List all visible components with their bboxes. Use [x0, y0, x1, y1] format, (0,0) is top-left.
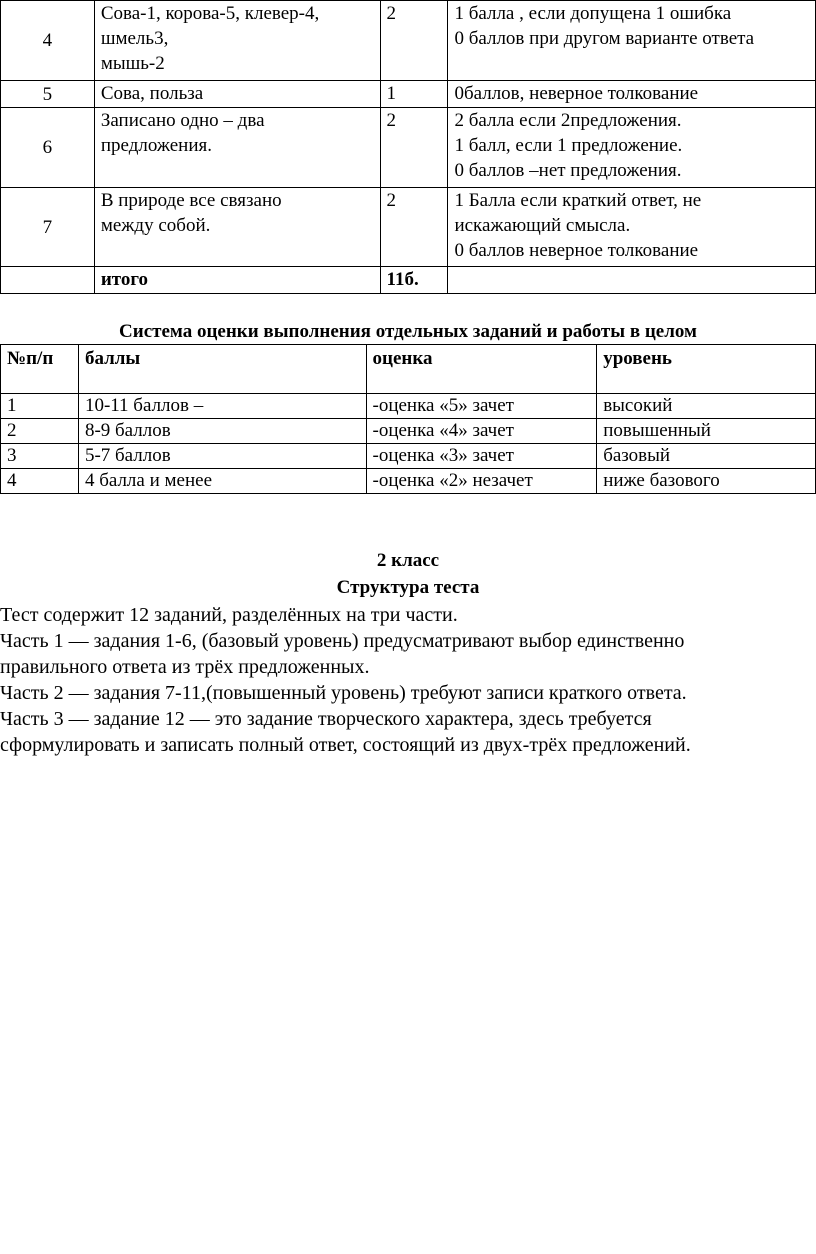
- row-level: повышенный: [597, 419, 816, 444]
- criteria-line: 1 Балла если краткий ответ, не: [454, 190, 702, 211]
- task-number: 6: [1, 108, 95, 188]
- table-row: [1, 81, 816, 108]
- criteria-line: 0 баллов –нет предложения.: [454, 160, 682, 181]
- answer-line: Записано одно – два: [100, 110, 265, 131]
- table-header-row: [1, 345, 816, 394]
- row-grade: -оценка «5» зачет: [366, 394, 597, 419]
- answer-line: Сова-1, корова-5, клевер-4,: [100, 3, 320, 24]
- paragraph-line: правильного ответа из трёх предложенных.: [0, 656, 370, 678]
- answer-line: Сова, польза: [100, 83, 204, 104]
- table-row: [1, 1, 816, 81]
- table-row: [1, 419, 816, 444]
- answer-line: между собой.: [100, 215, 211, 236]
- empty-cell: [448, 267, 816, 294]
- paragraph-line: Тест содержит 12 заданий, разделённых на три части.: [0, 604, 458, 626]
- task-number: 5: [1, 81, 95, 108]
- structure-description: [0, 602, 816, 758]
- answer-cell: [94, 188, 380, 267]
- answer-line: В природе все связано: [100, 190, 282, 211]
- row-number: 2: [1, 419, 79, 444]
- row-level: базовый: [597, 444, 816, 469]
- row-points: 8-9 баллов: [78, 419, 366, 444]
- row-grade: -оценка «2» незачет: [366, 469, 597, 494]
- criteria-line: 0 баллов при другом варианте ответа: [454, 28, 755, 49]
- answer-line: предложения.: [100, 135, 213, 156]
- criteria-cell: [448, 81, 816, 108]
- row-grade: -оценка «4» зачет: [366, 419, 597, 444]
- criteria-line: 1 балла , если допущена 1 ошибка: [454, 3, 732, 24]
- total-points: 11б.: [380, 267, 448, 294]
- row-level: ниже базового: [597, 469, 816, 494]
- table-row: [1, 469, 816, 494]
- total-row: [1, 267, 816, 294]
- header-points: баллы: [78, 345, 366, 394]
- header-grade: оценка: [366, 345, 597, 394]
- paragraph-line: сформулировать и записать полный ответ, состоящий из двух-трёх предложений.: [0, 734, 691, 756]
- criteria-cell: [448, 1, 816, 81]
- points-cell: 2: [380, 188, 448, 267]
- points-cell: 1: [380, 81, 448, 108]
- row-number: 3: [1, 444, 79, 469]
- task-number: 4: [1, 1, 95, 81]
- row-points: 4 балла и менее: [78, 469, 366, 494]
- points-cell: 2: [380, 108, 448, 188]
- table-row: [1, 188, 816, 267]
- answer-cell: [94, 1, 380, 81]
- grading-heading: Система оценки выполнения отдельных заданий и работы в целом: [119, 321, 697, 342]
- answer-cell: [94, 108, 380, 188]
- row-number: 4: [1, 469, 79, 494]
- criteria-cell: [448, 108, 816, 188]
- row-number: 1: [1, 394, 79, 419]
- criteria-line: искажающий смысла.: [454, 215, 631, 236]
- criteria-line: 0баллов, неверное толкование: [454, 83, 699, 104]
- answer-cell: [94, 81, 380, 108]
- empty-cell: [1, 267, 95, 294]
- paragraph-line: Часть 3 — задание 12 — это задание творческого характера, здесь требуется: [0, 708, 652, 730]
- structure-title: Структура теста: [336, 577, 480, 598]
- row-level: высокий: [597, 394, 816, 419]
- class-title: 2 класс: [376, 550, 440, 571]
- header-number: №п/п: [1, 345, 79, 394]
- table-row: [1, 444, 816, 469]
- header-level: уровень: [597, 345, 816, 394]
- row-points: 5-7 баллов: [78, 444, 366, 469]
- criteria-cell: [448, 188, 816, 267]
- row-grade: -оценка «3» зачет: [366, 444, 597, 469]
- answer-line: мышь-2: [100, 53, 165, 74]
- paragraph-line: Часть 1 — задания 1-6, (базовый уровень) предусматривают выбор единственно: [0, 630, 685, 652]
- answer-line: шмель3,: [100, 28, 169, 49]
- table-row: [1, 394, 816, 419]
- criteria-line: 0 баллов неверное толкование: [454, 240, 699, 261]
- total-label: итого: [94, 267, 380, 294]
- task-number: 7: [1, 188, 95, 267]
- points-cell: 2: [380, 1, 448, 81]
- paragraph-line: Часть 2 — задания 7-11,(повышенный уровень) требуют записи краткого ответа.: [0, 682, 687, 704]
- row-points: 10-11 баллов –: [78, 394, 366, 419]
- answer-key-table: [0, 0, 816, 294]
- criteria-line: 2 балла если 2предложения.: [454, 110, 682, 131]
- criteria-line: 1 балл, если 1 предложение.: [454, 135, 683, 156]
- table-row: [1, 108, 816, 188]
- grading-table: [0, 344, 816, 494]
